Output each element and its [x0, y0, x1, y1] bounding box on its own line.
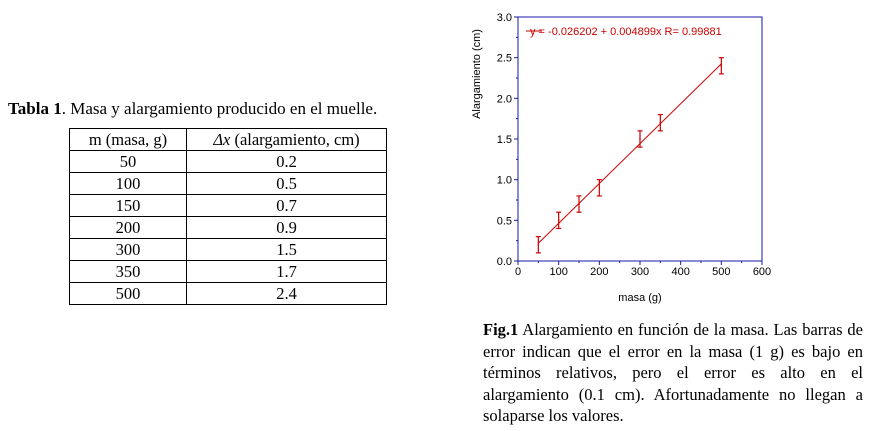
data-point: [599, 187, 601, 189]
table-row: [70, 283, 387, 305]
delta-x-symbol: Δx: [213, 129, 231, 149]
table-caption-text: . Masa y alargamiento producido en el muelle.: [61, 99, 378, 118]
mass-cell: 100: [70, 173, 187, 195]
data-point: [538, 244, 540, 246]
elongation-cell: 0.2: [187, 151, 387, 173]
table-row: [70, 261, 387, 283]
x-tick-label: 400: [671, 266, 690, 278]
mass-cell: 350: [70, 261, 187, 283]
x-axis-label: masa (g): [618, 292, 662, 304]
x-tick-label: 0: [514, 266, 522, 278]
y-tick-label: 1.0: [496, 174, 512, 187]
data-point: [721, 65, 723, 67]
table-row: [70, 173, 387, 195]
y-tick-label: 2.5: [496, 52, 512, 65]
mass-cell: 200: [70, 217, 187, 239]
header-elongation-text: (alargamiento, cm): [230, 129, 360, 149]
x-tick-label: 600: [752, 266, 772, 278]
data-point: [578, 203, 580, 205]
figure-caption-text: Alargamiento en función de la masa. Las barras de error indican que el error en la masa (1 g) es bajo en términos relativos, pero el error es alto en el alargamiento (0.1 cm). Afortunadamente no llegan a solaparse los valores.: [483, 320, 863, 425]
x-tick-label: 300: [630, 266, 650, 278]
data-point: [660, 122, 662, 124]
elongation-cell: 2.4: [187, 283, 387, 305]
table-row: [70, 195, 387, 217]
data-point: [639, 138, 641, 140]
x-tick-label: 100: [549, 266, 568, 278]
elongation-cell: 1.7: [187, 261, 387, 283]
x-tick-label: 200: [590, 266, 609, 278]
elongation-cell: 0.9: [187, 217, 387, 239]
table-row: [70, 151, 387, 173]
header-mass: m (masa, g): [70, 129, 187, 151]
y-tick-label: 2.0: [496, 93, 512, 106]
elongation-chart: [460, 0, 780, 312]
fit-line: [538, 64, 721, 243]
data-point: [558, 220, 560, 222]
table-caption: [8, 99, 377, 119]
x-tick-label: 500: [712, 266, 731, 278]
elongation-cell: 0.5: [187, 173, 387, 195]
y-tick-label: 3.0: [496, 12, 512, 24]
legend-text: y = -0.026202 + 0.004899x R= 0.99881: [530, 26, 722, 38]
figure-caption-label: Fig.1: [483, 320, 519, 339]
header-elongation: [187, 129, 387, 151]
table-row: [70, 217, 387, 239]
table-row: [70, 239, 387, 261]
figure-caption: [483, 319, 863, 427]
mass-cell: 50: [70, 151, 187, 173]
elongation-cell: 1.5: [187, 239, 387, 261]
mass-cell: 150: [70, 195, 187, 217]
y-axis-label: Alargamiento (cm): [471, 29, 483, 119]
data-table: [69, 128, 387, 305]
table-caption-label: Tabla 1: [8, 99, 62, 118]
y-tick-label: 0.0: [496, 256, 512, 268]
elongation-cell: 0.7: [187, 195, 387, 217]
mass-cell: 300: [70, 239, 187, 261]
y-tick-label: 0.5: [496, 215, 512, 228]
y-tick-label: 1.5: [496, 134, 512, 146]
mass-cell: 500: [70, 283, 187, 305]
table-header-row: [70, 129, 387, 151]
